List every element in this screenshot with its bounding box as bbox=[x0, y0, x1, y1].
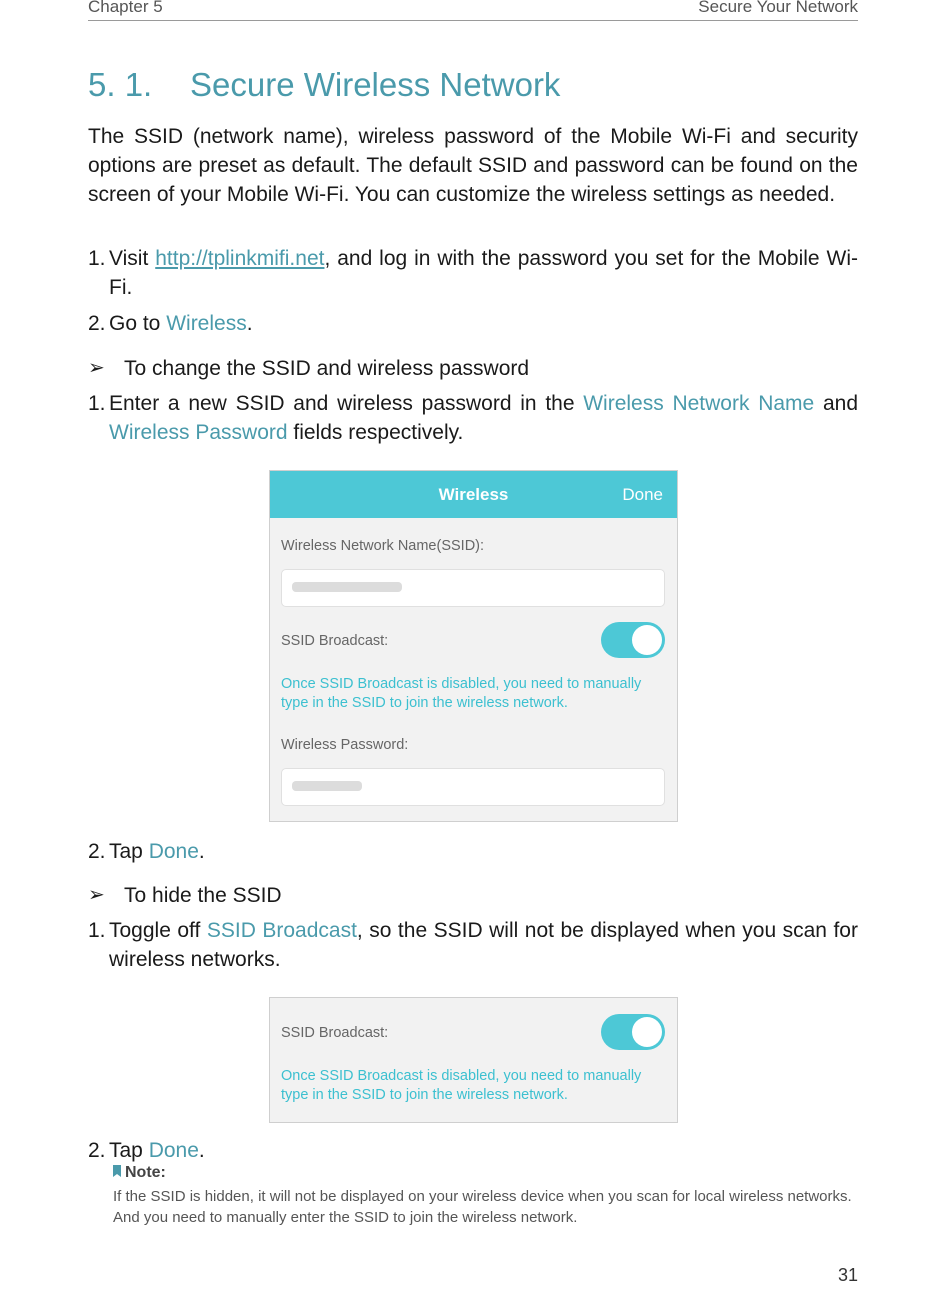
step-number: 1. bbox=[88, 247, 106, 270]
wireless-term: Wireless bbox=[166, 312, 247, 335]
list-item: 2. Go to Wireless. bbox=[88, 309, 858, 338]
section-number: 5. 1. bbox=[88, 66, 153, 103]
section-heading bbox=[88, 66, 560, 104]
note-label: Note: bbox=[113, 1164, 166, 1182]
list-item: 2. Tap Done. bbox=[88, 840, 205, 863]
list-item: 1. Visit http://tplinkmifi.net, and log in with the password you set for the Mobile Wi-Fi. bbox=[88, 244, 858, 302]
password-label: Wireless Password: bbox=[281, 737, 409, 753]
arrow-bullet-icon: ➢ bbox=[88, 884, 105, 906]
step-number: 2. bbox=[88, 312, 106, 335]
password-field[interactable] bbox=[281, 768, 665, 806]
ssid-broadcast-toggle[interactable] bbox=[601, 1014, 665, 1050]
list-item: 1. Enter a new SSID and wireless password in the Wireless Network Name and Wireless Password fields respectively. bbox=[88, 392, 858, 444]
ssid-broadcast-screenshot bbox=[269, 997, 678, 1123]
bookmark-icon bbox=[113, 1165, 121, 1177]
done-button[interactable]: Done bbox=[622, 485, 663, 504]
broadcast-hint: Once SSID Broadcast is disabled, you need to manually type in the SSID to join the wireless network. bbox=[281, 1068, 642, 1103]
broadcast-hint: Once SSID Broadcast is disabled, you need to manually type in the SSID to join the wireless network. bbox=[281, 676, 642, 711]
page-number: 31 bbox=[837, 1265, 858, 1285]
broadcast-label: SSID Broadcast: bbox=[281, 1025, 389, 1041]
note-text: If the SSID is hidden, it will not be displayed on your wireless device when you scan for local wireless networks. And you need to manually enter the SSID to join the wireless network. bbox=[113, 1188, 852, 1226]
arrow-bullet-icon: ➢ bbox=[88, 357, 105, 379]
ssid-broadcast-toggle[interactable] bbox=[601, 622, 665, 658]
intro-paragraph: The SSID (network name), wireless password of the Mobile Wi-Fi and security options are preset as default. The default SSID and password can be found on the screen of your Mobile Wi-Fi. You can customize the wireless settings as needed. bbox=[88, 125, 858, 206]
section-label: Secure Your Network bbox=[698, 0, 858, 16]
section-title: Secure Wireless Network bbox=[190, 66, 561, 103]
app-title: Wireless bbox=[438, 485, 509, 504]
wireless-settings-screenshot bbox=[269, 470, 678, 822]
list-item: 2. Tap Done. bbox=[88, 1139, 205, 1162]
ssid-label: Wireless Network Name(SSID): bbox=[281, 538, 485, 554]
page-header bbox=[88, 0, 858, 21]
subsection-heading: ➢ To hide the SSID bbox=[88, 881, 282, 910]
subsection-heading: ➢ To change the SSID and wireless password bbox=[88, 354, 529, 383]
chapter-label: Chapter 5 bbox=[88, 0, 163, 16]
list-item: 1. Toggle off SSID Broadcast, so the SSID will not be displayed when you scan for wireless networks. bbox=[88, 919, 858, 971]
broadcast-label: SSID Broadcast: bbox=[281, 633, 389, 649]
app-bar bbox=[270, 471, 677, 518]
tplinkmifi-link[interactable]: http://tplinkmifi.net bbox=[155, 247, 325, 270]
ssid-field[interactable] bbox=[281, 569, 665, 607]
